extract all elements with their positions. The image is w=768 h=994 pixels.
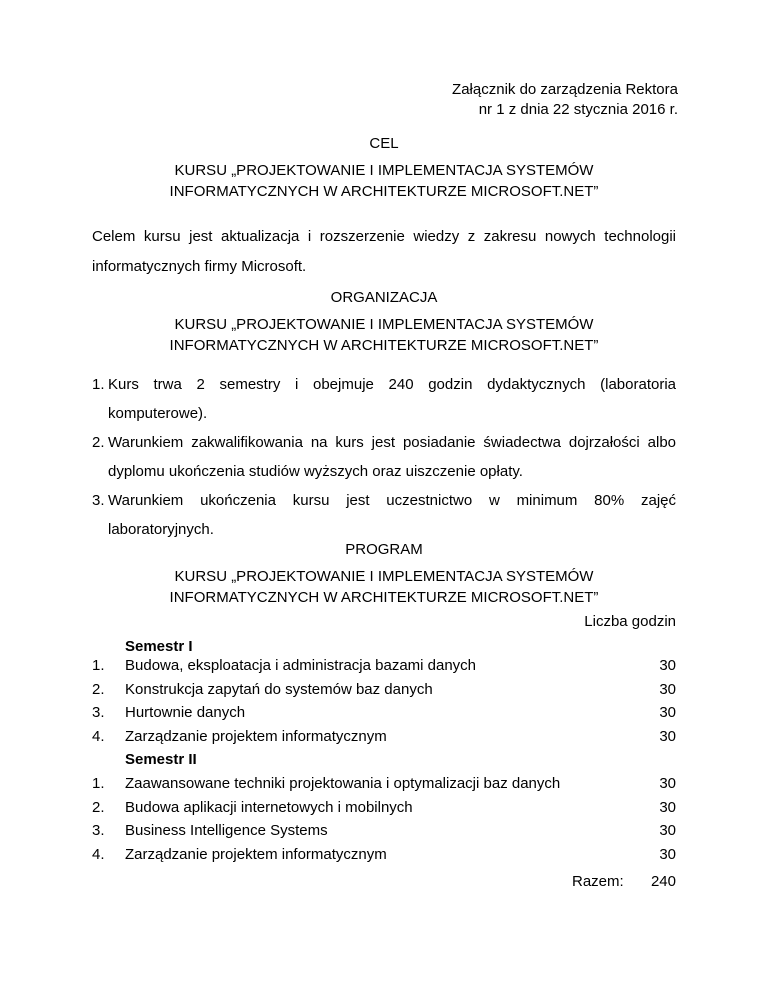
list-item-text-line-2: dyplomu ukończenia studiów wyższych oraz uiszczenie opłaty.	[108, 463, 523, 480]
row-number: 3.	[92, 704, 105, 721]
row-hours: 30	[659, 657, 676, 674]
list-item-number: 3.	[92, 492, 105, 509]
row-number: 4.	[92, 846, 105, 863]
row-hours: 30	[659, 846, 676, 863]
row-subject: Budowa, eksploatacja i administracja bazami danych	[125, 657, 477, 674]
list-item-text-line-1: Warunkiem zakwalifikowania na kurs jest posiadanie świadectwa dojrzałości albo	[108, 434, 676, 451]
row-subject: Konstrukcja zapytań do systemów baz danych	[125, 681, 433, 698]
program-title-line-1: KURSU „PROJEKTOWANIE I IMPLEMENTACJA SYSTEMÓW	[174, 568, 594, 585]
table-row	[92, 821, 676, 841]
row-subject: Zarządzanie projektem informatycznym	[125, 846, 387, 863]
row-hours: 30	[659, 704, 676, 721]
organization-heading: ORGANIZACJA	[330, 289, 438, 306]
table-row	[92, 680, 676, 700]
row-hours: 30	[659, 681, 676, 698]
list-item	[92, 486, 676, 544]
row-number: 3.	[92, 822, 105, 839]
semester-2-heading: Semestr II	[125, 751, 197, 768]
organization-title-line-1: KURSU „PROJEKTOWANIE I IMPLEMENTACJA SYSTEMÓW	[174, 316, 594, 333]
program-heading: PROGRAM	[345, 541, 423, 558]
row-number: 4.	[92, 728, 105, 745]
list-item	[92, 370, 676, 428]
row-hours: 30	[659, 799, 676, 816]
goal-title-line-2: INFORMATYCZNYCH W ARCHITEKTURZE MICROSOFT.NET”	[169, 183, 599, 200]
list-item	[92, 428, 676, 486]
total-row	[560, 872, 676, 892]
goal-heading: CEL	[369, 135, 399, 152]
table-row	[92, 798, 676, 818]
row-subject: Hurtownie danych	[125, 704, 246, 721]
list-item-number: 2.	[92, 434, 105, 451]
list-item-text-line-1: Warunkiem ukończenia kursu jest uczestnictwo w minimum 80% zajęć	[108, 492, 676, 509]
row-subject: Zaawansowane techniki projektowania i optymalizacji baz danych	[125, 775, 561, 792]
goal-text: Celem kursu jest aktualizacja i rozszerzenie wiedzy z zakresu nowych technologii informatycznych firmy Microsoft.	[92, 228, 676, 275]
list-item-text-line-1: Kurs trwa 2 semestry i obejmuje 240 godzin dydaktycznych (laboratoria	[108, 376, 676, 393]
annex-line-1: Załącznik do zarządzenia Rektora	[452, 81, 678, 98]
table-row	[92, 774, 676, 794]
total-label: Razem:	[572, 873, 624, 890]
row-number: 1.	[92, 775, 105, 792]
organization-title-line-2: INFORMATYCZNYCH W ARCHITEKTURZE MICROSOFT.NET”	[169, 337, 599, 354]
row-hours: 30	[659, 822, 676, 839]
organization-list	[92, 370, 676, 544]
table-row	[92, 727, 676, 747]
row-hours: 30	[659, 728, 676, 745]
table-row	[92, 845, 676, 865]
table-row	[92, 656, 676, 676]
table-row	[92, 703, 676, 723]
hours-column-header: Liczba godzin	[584, 613, 676, 630]
list-item-text-line-2: laboratoryjnych.	[108, 521, 214, 538]
row-number: 2.	[92, 681, 105, 698]
semester-1-heading: Semestr I	[125, 638, 193, 655]
row-number: 1.	[92, 657, 105, 674]
total-value: 240	[650, 873, 676, 890]
list-item-text-line-2: komputerowe).	[108, 405, 208, 422]
row-subject: Business Intelligence Systems	[125, 822, 328, 839]
goal-title-line-1: KURSU „PROJEKTOWANIE I IMPLEMENTACJA SYSTEMÓW	[174, 162, 594, 179]
annex-note	[452, 80, 678, 120]
row-number: 2.	[92, 799, 105, 816]
list-item-number: 1.	[92, 376, 105, 393]
annex-line-2: nr 1 z dnia 22 stycznia 2016 r.	[478, 101, 678, 118]
row-subject: Zarządzanie projektem informatycznym	[125, 728, 387, 745]
row-subject: Budowa aplikacji internetowych i mobilnych	[125, 799, 413, 816]
program-title-line-2: INFORMATYCZNYCH W ARCHITEKTURZE MICROSOFT.NET”	[169, 589, 599, 606]
row-hours: 30	[659, 775, 676, 792]
